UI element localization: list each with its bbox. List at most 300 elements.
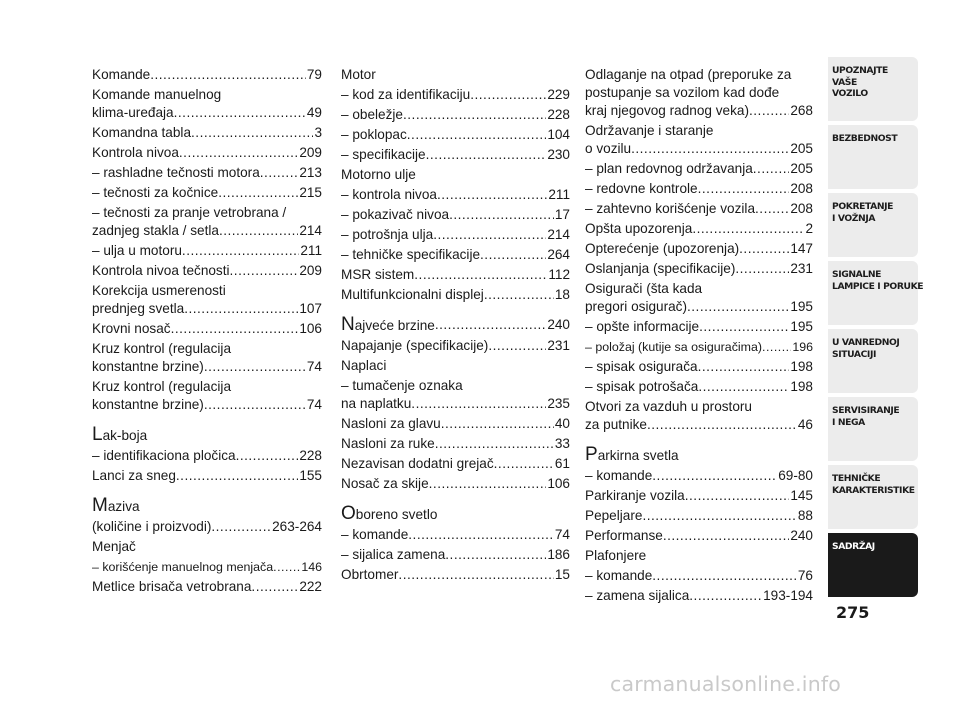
entry-line (92, 66, 322, 84)
chapter-tab[interactable] (828, 57, 918, 121)
entry-text: – zahtevno korišćenje vozila (585, 201, 756, 216)
entry-line (585, 260, 813, 278)
entry-line (92, 282, 322, 300)
entry-line (92, 242, 322, 260)
entry-line (341, 455, 570, 473)
dot-leader (184, 300, 298, 318)
entry-text: Obrtomer (341, 567, 399, 582)
dot-leader (211, 518, 271, 536)
tab-label: KARAKTERISTIKE (832, 484, 915, 496)
entry-text: – opšte informacije (585, 319, 700, 334)
index-entry (92, 204, 322, 240)
dot-leader (647, 416, 797, 434)
page-ref: 17 (554, 207, 570, 222)
page-ref: 49 (306, 105, 322, 120)
entry-line (92, 320, 322, 338)
tab-label: LAMPICE I PORUKE (832, 280, 924, 292)
entry-text: – sijalica zamena (341, 547, 446, 562)
index-entry (585, 507, 813, 525)
index-entry (92, 378, 322, 414)
index-entry (585, 487, 813, 505)
entry-line (585, 378, 813, 396)
dot-leader (260, 164, 299, 182)
entry-line (585, 467, 813, 485)
page-ref: 211 (548, 187, 570, 202)
entry-line (341, 395, 570, 413)
heading-initial: P (585, 446, 598, 465)
dot-leader (470, 86, 546, 104)
entry-text: – položaj (kutije sa osiguračima) (585, 340, 762, 354)
entry-text: Komandna tabla (92, 125, 192, 140)
entry-text (585, 446, 679, 465)
entry-line (585, 416, 813, 434)
entry-line (585, 66, 813, 84)
chapter-tab[interactable] (828, 329, 918, 393)
entry-line (92, 86, 322, 104)
index-entry (585, 122, 813, 158)
index-entry (341, 86, 570, 104)
dot-leader (435, 435, 554, 453)
page-ref: 15 (554, 567, 570, 582)
entry-text: Komande (92, 67, 151, 82)
page-ref: 208 (790, 201, 813, 216)
page-ref: 40 (554, 416, 570, 431)
entry-text: – specifikacije (341, 147, 426, 162)
entry-line (341, 86, 570, 104)
entry-text: Opšta upozorenja (585, 221, 693, 236)
entry-text: – kontrola nivoa (341, 187, 437, 202)
entry-text: (količine i proizvodi) (92, 519, 212, 534)
entry-line (341, 106, 570, 124)
dot-leader (698, 358, 790, 376)
entry-line (341, 286, 570, 304)
entry-line (585, 507, 813, 525)
index-entry (341, 246, 570, 264)
index-entry (585, 358, 813, 376)
dot-leader (408, 526, 554, 544)
dot-leader (663, 527, 789, 545)
dot-leader (171, 320, 299, 338)
entry-line (92, 222, 322, 240)
entry-text: – tehničke specifikacije (341, 247, 481, 262)
dot-leader (191, 124, 313, 142)
page-ref: 104 (547, 127, 570, 142)
entry-line (585, 446, 813, 465)
entry-line (341, 435, 570, 453)
index-entry (341, 415, 570, 433)
page-ref: 240 (547, 317, 570, 332)
dot-leader (699, 318, 789, 336)
dot-leader (739, 240, 789, 258)
entry-line (585, 298, 813, 316)
index-entry (585, 567, 813, 585)
index-entry (341, 337, 570, 355)
index-entry (92, 124, 322, 142)
entry-text: Otvori za vazduh u prostoru (585, 399, 752, 414)
page-ref: 205 (790, 141, 813, 156)
index-entry (92, 66, 322, 84)
index-entry (585, 318, 813, 336)
index-entry (585, 200, 813, 218)
entry-text: Nosač za skije (341, 476, 429, 491)
page-ref: 146 (301, 560, 322, 574)
dot-leader (484, 286, 554, 304)
page-ref: 213 (299, 165, 322, 180)
page-ref: 214 (547, 227, 570, 242)
entry-text: MSR sistem (341, 267, 415, 282)
index-letter-heading (92, 497, 322, 516)
index-column-2 (341, 66, 570, 586)
entry-line (92, 497, 322, 516)
entry-line (585, 102, 813, 120)
page-ref: 106 (299, 321, 322, 336)
entry-line (585, 200, 813, 218)
index-entry (585, 280, 813, 316)
tab-label: SERVISIRANJE (832, 405, 900, 416)
page-ref: 240 (790, 528, 813, 543)
dot-leader (219, 222, 298, 240)
dot-leader (762, 338, 791, 356)
entry-line (92, 204, 322, 222)
dot-leader (407, 126, 547, 144)
page-ref: 2 (805, 221, 813, 236)
page-ref: 76 (797, 568, 813, 583)
index-entry (92, 558, 322, 576)
page-ref: 107 (299, 301, 322, 316)
index-entry (585, 160, 813, 178)
entry-text: za putnike (585, 417, 647, 432)
entry-text: Oslanjanja (specifikacije) (585, 261, 736, 276)
entry-text: – spisak osigurača (585, 359, 698, 374)
page-ref: 209 (299, 145, 322, 160)
entry-text: Nasloni za ruke (341, 436, 435, 451)
entry-line (585, 140, 813, 158)
entry-text: Parkiranje vozila (585, 488, 685, 503)
entry-text (341, 505, 437, 524)
index-column-1 (92, 66, 322, 598)
page-ref: 263-264 (272, 519, 322, 534)
page-ref: 215 (299, 185, 322, 200)
index-entry (92, 447, 322, 465)
chapter-tab[interactable] (828, 125, 918, 189)
entry-line (92, 467, 322, 485)
entry-text: Pepeljare (585, 508, 643, 523)
index-entry (341, 126, 570, 144)
dot-leader (403, 106, 546, 124)
entry-text: – redovne kontrole (585, 181, 698, 196)
page-ref: 18 (554, 287, 570, 302)
dot-leader (631, 140, 789, 158)
entry-text: Opterećenje (upozorenja) (585, 241, 740, 256)
entry-text: Lanci za sneg (92, 468, 176, 483)
entry-line (92, 358, 322, 376)
entry-line (341, 126, 570, 144)
heading-rest: ak-boja (102, 428, 148, 443)
entry-text: postupanje sa vozilom kad dođe (585, 85, 780, 100)
heading-rest: boreno svetlo (355, 507, 438, 522)
entry-line (341, 377, 570, 395)
page-ref: 198 (790, 379, 813, 394)
dot-leader (692, 220, 804, 238)
dot-leader (652, 567, 797, 585)
page-ref: 33 (554, 436, 570, 451)
dot-leader (437, 186, 547, 204)
page-ref: 193-194 (763, 588, 813, 603)
index-entry (585, 398, 813, 434)
page-ref: 195 (790, 319, 813, 334)
index-entry (585, 220, 813, 238)
chapter-tab[interactable] (828, 397, 918, 461)
index-entry (341, 455, 570, 473)
entry-line (585, 567, 813, 585)
dot-leader (429, 475, 547, 493)
index-entry (585, 66, 813, 120)
dot-leader (445, 546, 546, 564)
index-entry (92, 320, 322, 338)
entry-line (341, 546, 570, 564)
dot-leader (698, 378, 789, 396)
dot-leader (204, 396, 306, 414)
entry-text: – identifikaciona pločica (92, 448, 236, 463)
entry-line (92, 340, 322, 358)
heading-initial: O (341, 505, 356, 524)
page-ref: 88 (797, 508, 813, 523)
heading-initial: L (92, 426, 103, 445)
dot-leader (218, 184, 298, 202)
dot-leader (182, 242, 299, 260)
dot-leader (480, 246, 546, 264)
page-ref: 106 (547, 476, 570, 491)
tab-label: TEHNIČKE (832, 473, 881, 484)
dot-leader (433, 226, 546, 244)
page-number: 275 (836, 603, 870, 622)
dot-leader (411, 395, 546, 413)
entry-line (341, 246, 570, 264)
dot-leader (698, 180, 790, 198)
page-ref: 230 (547, 147, 570, 162)
dot-leader (488, 337, 546, 355)
entry-line (341, 146, 570, 164)
entry-line (92, 262, 322, 280)
entry-line (92, 184, 322, 202)
entry-text: Osigurači (šta kada (585, 281, 703, 296)
dot-leader (426, 146, 547, 164)
dot-leader (204, 358, 306, 376)
page-ref: 186 (547, 547, 570, 562)
index-entry (585, 260, 813, 278)
page-ref: 46 (797, 417, 813, 432)
chapter-tab[interactable] (828, 533, 918, 597)
index-entry (341, 526, 570, 544)
entry-line (341, 337, 570, 355)
entry-line (341, 475, 570, 493)
index-entry (92, 184, 322, 202)
index-entry (92, 262, 322, 280)
entry-text: Nezavisan dodatni grejač (341, 456, 494, 471)
entry-line (341, 186, 570, 204)
index-entry (341, 266, 570, 284)
index-entry (92, 578, 322, 596)
page-ref: 79 (306, 67, 322, 82)
entry-line (341, 206, 570, 224)
entry-text: Metlice brisača vetrobrana (92, 579, 252, 594)
entry-text: Multifunkcionalni displej (341, 287, 484, 302)
entry-text: – komande (341, 527, 409, 542)
entry-line (341, 316, 570, 335)
page-ref: 61 (554, 456, 570, 471)
index-entry (92, 86, 322, 122)
entry-text: – zamena sijalica (585, 588, 690, 603)
dot-leader (414, 266, 547, 284)
tab-label: SADRŽAJ (832, 541, 875, 552)
entry-text: pregori osigurač) (585, 299, 687, 314)
page-ref: 211 (300, 243, 322, 258)
dot-leader (753, 160, 790, 178)
entry-line (92, 396, 322, 414)
entry-text: – spisak potrošača (585, 379, 699, 394)
index-entry (585, 180, 813, 198)
entry-line (585, 487, 813, 505)
entry-text (92, 497, 140, 516)
entry-text: Nasloni za glavu (341, 416, 441, 431)
page-ref: 208 (790, 181, 813, 196)
index-entry (341, 146, 570, 164)
index-entry (92, 340, 322, 376)
page-ref: 147 (790, 241, 813, 256)
entry-text: Kontrola nivoa tečnosti (92, 263, 230, 278)
index-entry (341, 435, 570, 453)
entry-line (92, 378, 322, 396)
index-entry-label: Naplaci (341, 358, 387, 373)
entry-line (92, 104, 322, 122)
entry-line (341, 526, 570, 544)
entry-text: – ulja u motoru (92, 243, 182, 258)
chapter-tab[interactable] (828, 465, 918, 529)
dot-leader (689, 587, 762, 605)
entry-text: Korekcija usmerenosti (92, 283, 226, 298)
entry-text: – potrošnja ulja (341, 227, 434, 242)
page-ref: 195 (790, 299, 813, 314)
tab-label: BEZBEDNOST (832, 133, 898, 144)
entry-line (585, 527, 813, 545)
index-entry (341, 475, 570, 493)
entry-text: Kruz kontrol (regulacija (92, 341, 232, 356)
index-entry-label: Menjač (92, 539, 136, 554)
index-entry (341, 206, 570, 224)
entry-text: – komande (585, 468, 653, 483)
entry-text: zadnjeg stakla / setla (92, 223, 219, 238)
page-ref: 228 (547, 107, 570, 122)
entry-text: Performanse (585, 528, 663, 543)
page-ref: 228 (299, 448, 322, 463)
entry-line (92, 558, 322, 576)
entry-line (92, 124, 322, 142)
index-letter-heading (341, 316, 570, 335)
page-ref: 264 (547, 247, 570, 262)
page-ref: 74 (306, 397, 322, 412)
entry-text: – kod za identifikaciju (341, 87, 471, 102)
dot-leader (179, 144, 298, 162)
dot-leader (441, 415, 554, 433)
entry-line (585, 160, 813, 178)
page-ref: 145 (790, 488, 813, 503)
page-ref: 229 (547, 87, 570, 102)
index-entry-label: Plafonjere (585, 548, 647, 563)
entry-text: – tumačenje oznaka (341, 378, 463, 393)
dot-leader (150, 66, 306, 84)
chapter-tab[interactable] (828, 261, 924, 325)
tab-label: SIGNALNE (832, 269, 881, 280)
entry-line (585, 358, 813, 376)
entry-text: Održavanje i staranje (585, 123, 714, 138)
tab-label: I NEGA (832, 416, 865, 428)
index-entry (92, 467, 322, 485)
tab-label: SITUACIJI (832, 348, 876, 360)
entry-line (585, 84, 813, 102)
entry-text: – rashladne tečnosti motora (92, 165, 260, 180)
tab-label: VAŠE (832, 76, 857, 88)
tab-label: I VOŽNJA (832, 212, 876, 224)
heading-initial: N (341, 316, 355, 335)
entry-line (92, 300, 322, 318)
page-ref: 155 (299, 468, 322, 483)
entry-text: – tečnosti za kočnice (92, 185, 219, 200)
entry-text: Komande manuelnog (92, 87, 222, 102)
entry-line (585, 338, 813, 356)
page-ref: 205 (790, 161, 813, 176)
entry-text: na naplatku (341, 396, 412, 411)
page-ref: 231 (547, 338, 570, 353)
dot-leader (755, 200, 789, 218)
entry-text: Krovni nosač (92, 321, 171, 336)
index-entry (585, 338, 813, 356)
index-entry (585, 587, 813, 605)
index-entry (585, 467, 813, 485)
entry-line (341, 266, 570, 284)
index-entry (585, 378, 813, 396)
entry-text: – obeležje (341, 107, 403, 122)
entry-line (585, 220, 813, 238)
index-entry (92, 282, 322, 318)
entry-line (341, 226, 570, 244)
entry-line (92, 518, 322, 536)
chapter-tab[interactable] (828, 193, 918, 257)
dot-leader (251, 578, 298, 596)
entry-text: Kontrola nivoa (92, 145, 179, 160)
dot-leader (230, 262, 299, 280)
entry-line (92, 578, 322, 596)
heading-rest: ajveće brzine (354, 318, 435, 333)
page-ref: 268 (790, 103, 813, 118)
index-letter-heading (341, 505, 570, 524)
index-letter-heading (585, 446, 813, 465)
entry-text: o vozilu (585, 141, 632, 156)
dot-leader (273, 558, 300, 576)
page-ref: 209 (299, 263, 322, 278)
index-entry (341, 106, 570, 124)
entry-line (585, 122, 813, 140)
dot-leader (236, 447, 299, 465)
heading-rest: arkirna svetla (597, 448, 679, 463)
index-entry-label: Motorno ulje (341, 167, 416, 182)
dot-leader (435, 316, 546, 335)
index-entry (92, 144, 322, 162)
index-entry (341, 286, 570, 304)
dot-leader (735, 260, 789, 278)
entry-line (92, 164, 322, 182)
entry-text: Napajanje (specifikacije) (341, 338, 489, 353)
tab-label: VOZILO (832, 88, 868, 99)
